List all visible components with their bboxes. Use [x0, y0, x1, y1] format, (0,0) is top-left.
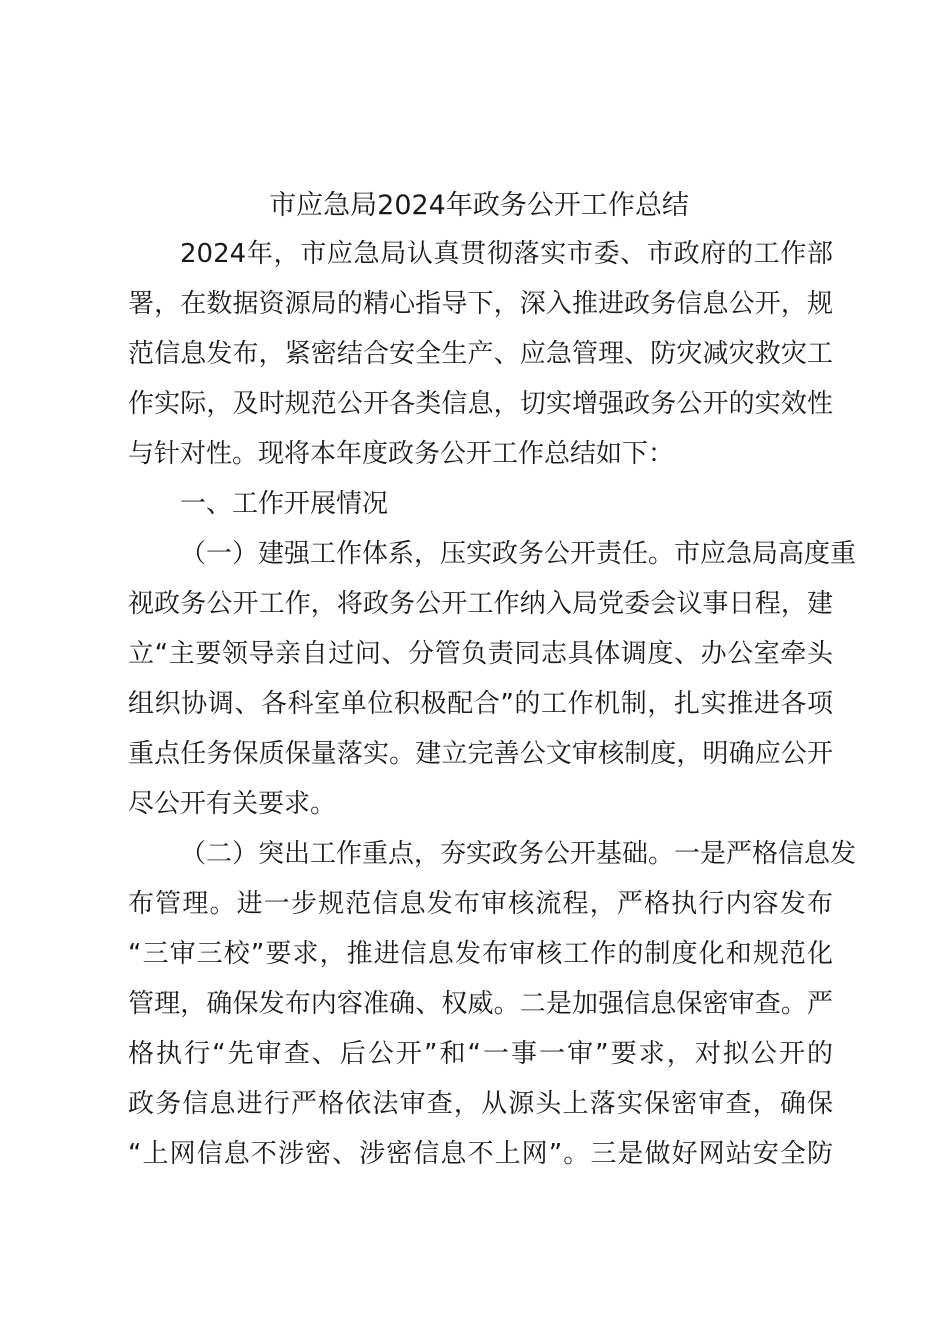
- text-line: 2024年，市应急局认真贯彻落实市委、市政府的工作部: [180, 239, 833, 269]
- text-line: 组织协调、各科室单位积极配合”的工作机制，扎实推进各项: [128, 689, 833, 719]
- intro-paragraph: [128, 229, 833, 479]
- text-line: 格执行“先审查、后公开”和“一事一审”要求，对拟公开的: [128, 1039, 833, 1069]
- text-line: 视政务公开工作，将政务公开工作纳入局党委会议事日程，建: [128, 589, 833, 619]
- section-heading-1: [128, 479, 833, 529]
- text-line: 范信息发布，紧密结合安全生产、应急管理、防灾减灾救灾工: [128, 339, 833, 369]
- text-line: 布管理。进一步规范信息发布审核流程，严格执行内容发布: [128, 889, 833, 919]
- text-line: （二）突出工作重点，夯实政务公开基础。一是严格信息发: [180, 839, 857, 869]
- text-line: 一、工作开展情况: [180, 489, 389, 519]
- text-line: 政务信息进行严格依法审查，从源头上落实保密审查，确保: [128, 1089, 833, 1119]
- text-line: 重点任务保质保量落实。建立完善公文审核制度，明确应公开: [128, 739, 833, 769]
- text-line: 管理，确保发布内容准确、权威。二是加强信息保密审查。严: [128, 989, 833, 1019]
- subsection-2-paragraph: [128, 829, 857, 1179]
- text-line: 尽公开有关要求。: [128, 789, 337, 819]
- text-line: （一）建强工作体系，压实政务公开责任。市应急局高度重: [180, 539, 857, 569]
- text-line: 与针对性。现将本年度政务公开工作总结如下：: [128, 439, 675, 469]
- subsection-1-paragraph: [128, 529, 857, 829]
- text-line: 立“主要领导亲自过问、分管负责同志具体调度、办公室牵头: [128, 639, 833, 669]
- document-title: 市应急局2024年政务公开工作总结: [269, 190, 689, 221]
- text-line: 作实际，及时规范公开各类信息，切实增强政务公开的实效性: [128, 389, 833, 419]
- text-line: 署，在数据资源局的精心指导下，深入推进政务信息公开，规: [128, 289, 833, 319]
- text-line: “上网信息不涉密、涉密信息不上网”。三是做好网站安全防: [128, 1139, 833, 1169]
- text-line: “三审三校”要求，推进信息发布审核工作的制度化和规范化: [128, 939, 833, 969]
- document-body: [128, 229, 857, 1179]
